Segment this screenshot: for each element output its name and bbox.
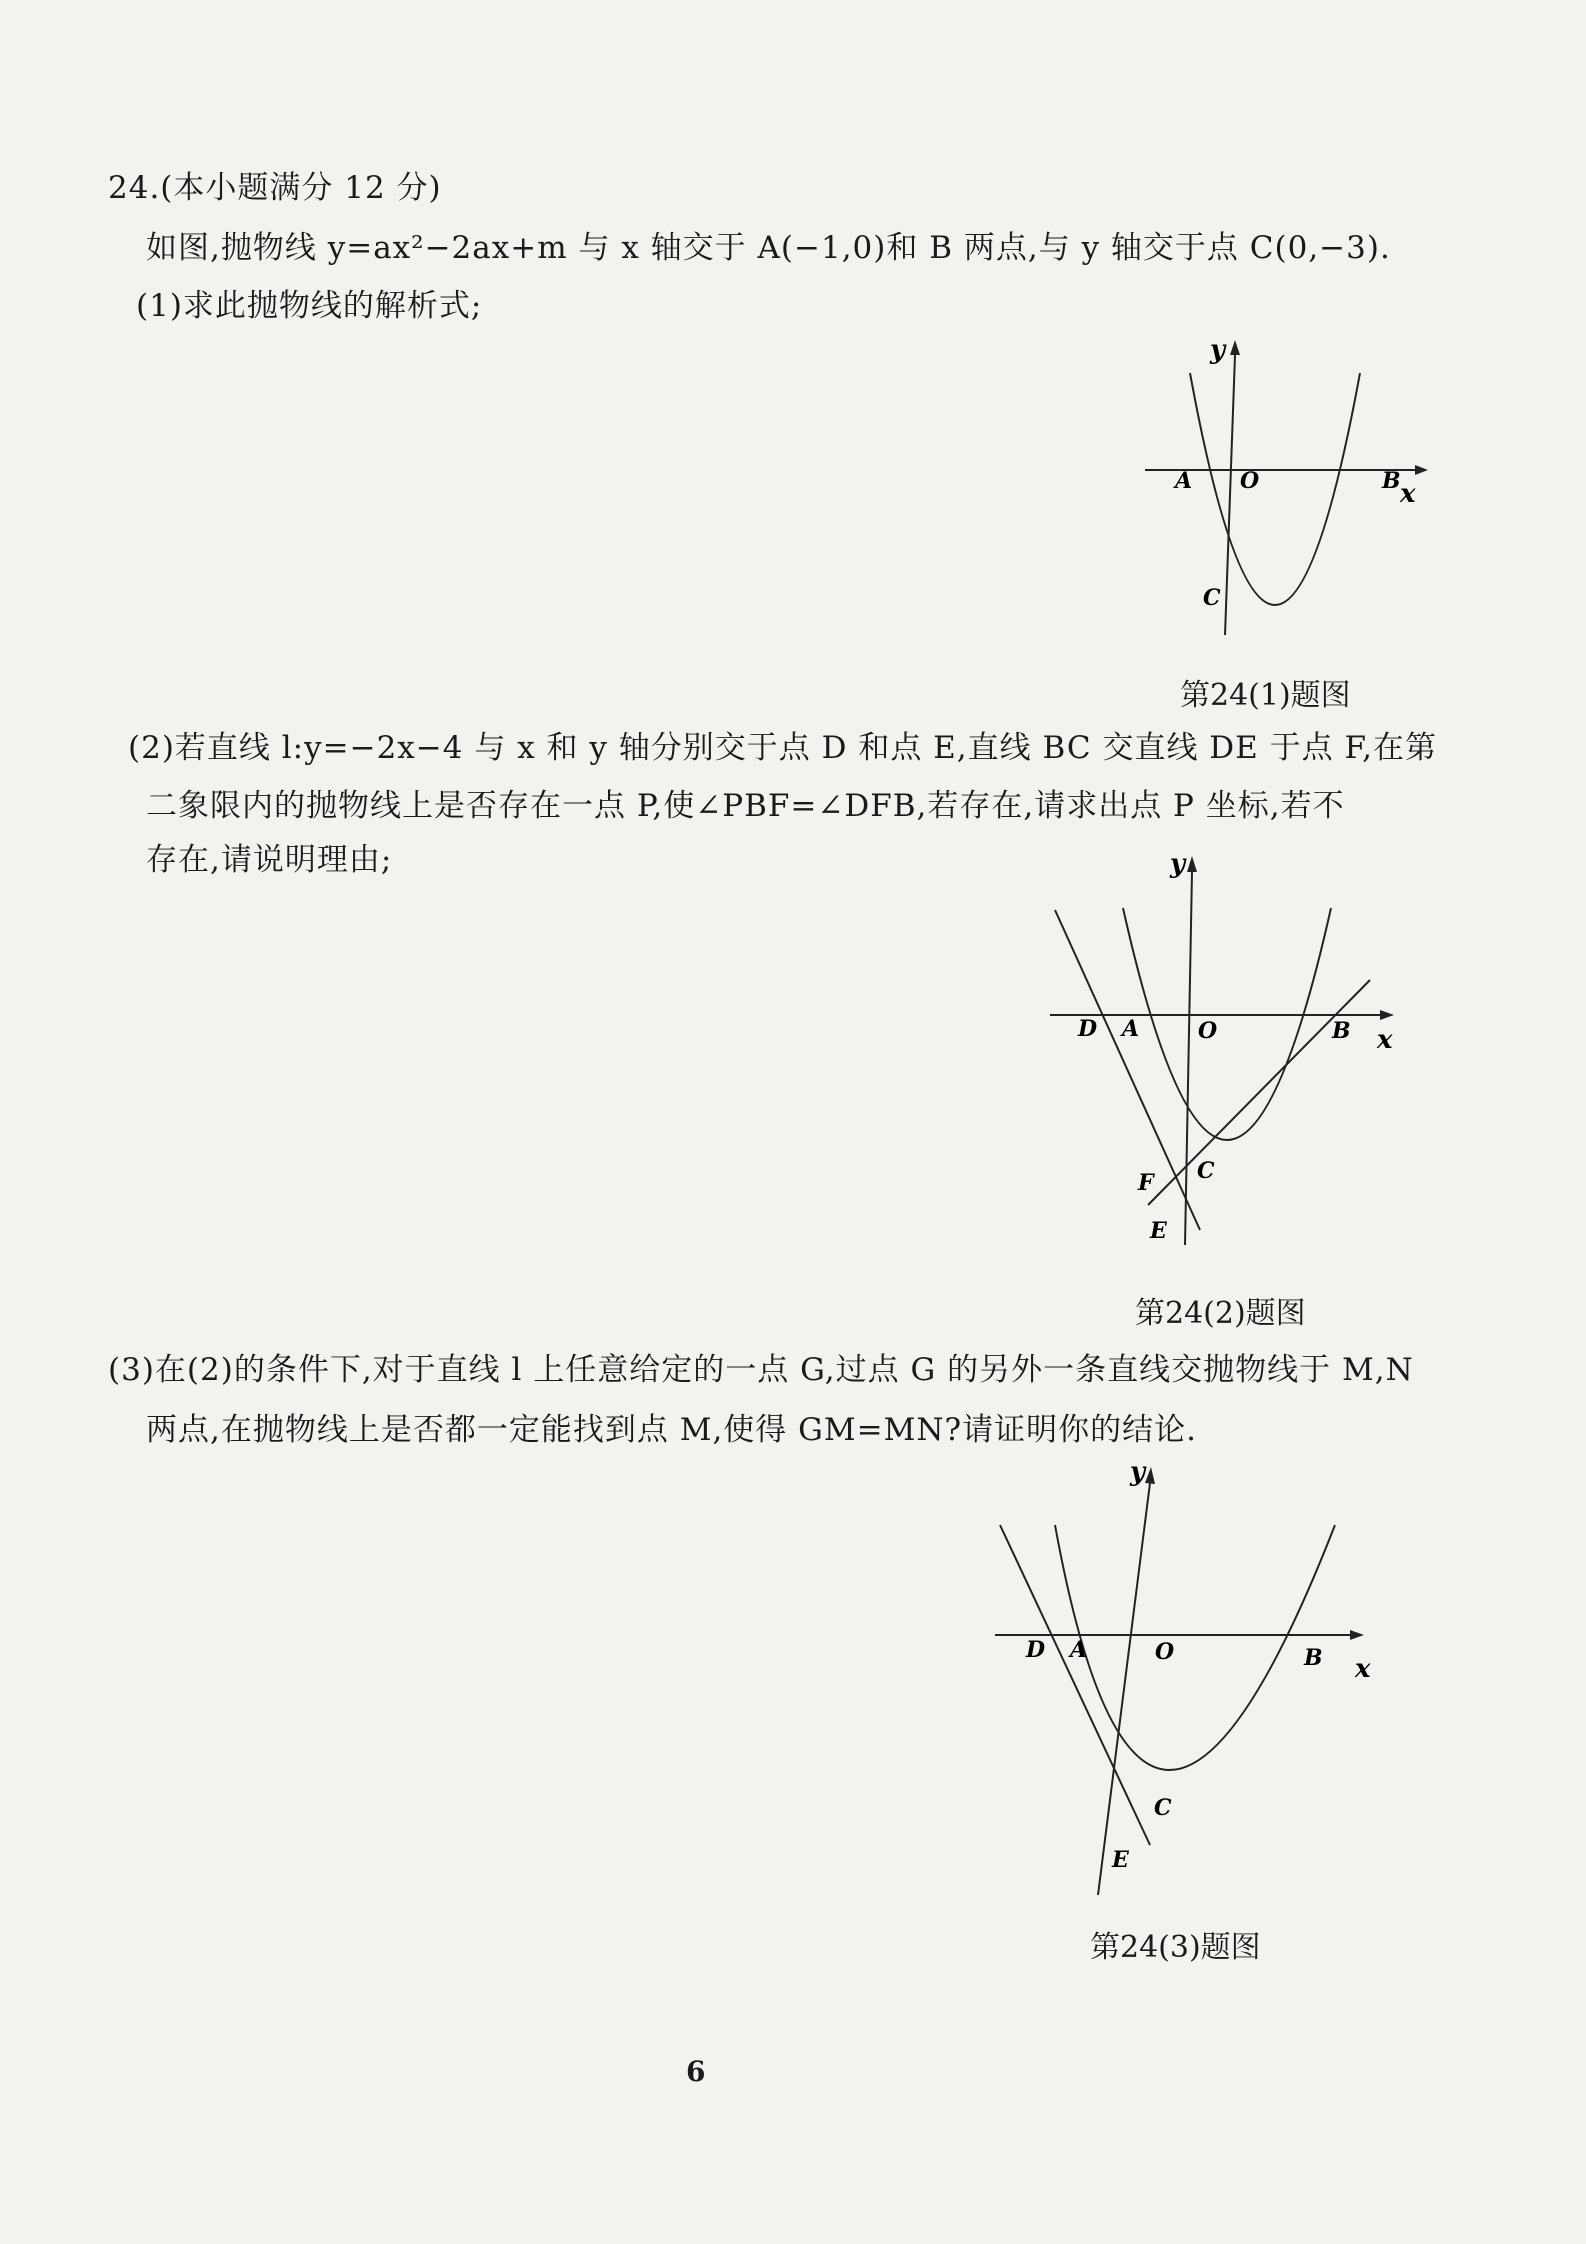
x-axis-arrow-icon	[1415, 465, 1428, 475]
label-C: C	[1197, 1158, 1215, 1184]
problem-intro: 如图,抛物线 y=ax²−2ax+m 与 x 轴交于 A(−1,0)和 B 两点,与 y 轴交于点 C(0,−3).	[146, 230, 1391, 266]
label-D: D	[1026, 1637, 1046, 1663]
part2-line1: (2)若直线 l:y=−2x−4 与 x 和 y 轴分别交于点 D 和点 E,直线 BC 交直线 DE 于点 F,在第	[128, 730, 1438, 766]
label-y: y	[1170, 849, 1186, 879]
label-B: B	[1332, 1018, 1351, 1044]
label-O: O	[1155, 1639, 1175, 1665]
y-axis-arrow-icon	[1230, 340, 1240, 355]
figure-3-graph	[990, 1455, 1390, 1905]
label-x: x	[1400, 479, 1416, 509]
figure-3	[990, 1455, 1390, 1905]
parabola	[1190, 373, 1360, 605]
y-axis	[1225, 355, 1235, 635]
part2-line2: 二象限内的抛物线上是否存在一点 P,使∠PBF=∠DFB,若存在,请求出点 P 坐标,若不	[146, 788, 1345, 824]
line-l-DE	[1000, 1525, 1150, 1845]
label-D: D	[1078, 1016, 1098, 1042]
label-y: y	[1210, 335, 1226, 365]
label-x: x	[1355, 1654, 1371, 1684]
figure-2-caption: 第24(2)题图	[1135, 1296, 1306, 1331]
x-axis-arrow-icon	[1350, 1630, 1364, 1640]
problem-header: 24.(本小题满分 12 分)	[108, 170, 442, 206]
label-O: O	[1240, 468, 1260, 494]
label-B: B	[1382, 468, 1401, 494]
y-axis-arrow-icon	[1145, 1467, 1155, 1484]
part2-line3: 存在,请说明理由;	[146, 842, 393, 878]
label-x: x	[1377, 1025, 1393, 1055]
label-F: F	[1138, 1170, 1154, 1196]
label-A: A	[1070, 1637, 1088, 1663]
parabola	[1123, 908, 1331, 1140]
y-axis	[1098, 1483, 1150, 1895]
label-C: C	[1154, 1795, 1172, 1821]
figure-2-graph	[1040, 850, 1400, 1260]
figure-1	[1130, 335, 1430, 650]
figure-2	[1040, 850, 1400, 1260]
label-E: E	[1150, 1218, 1167, 1244]
part1-question: (1)求此抛物线的解析式;	[136, 288, 483, 324]
label-O: O	[1198, 1018, 1218, 1044]
figure-1-caption: 第24(1)题图	[1180, 678, 1351, 713]
part3-line2: 两点,在抛物线上是否都一定能找到点 M,使得 GM=MN?请证明你的结论.	[146, 1412, 1197, 1448]
x-axis-arrow-icon	[1380, 1010, 1394, 1020]
figure-1-graph	[1130, 335, 1430, 650]
line-BC	[1148, 980, 1370, 1205]
label-y: y	[1130, 1457, 1146, 1487]
label-C: C	[1203, 585, 1221, 611]
page-number: 6	[686, 2055, 706, 2088]
part3-line1: (3)在(2)的条件下,对于直线 l 上任意给定的一点 G,过点 G 的另外一条直线交抛物线于 M,N	[108, 1352, 1414, 1388]
label-A: A	[1175, 468, 1193, 494]
y-axis	[1185, 872, 1192, 1245]
label-A: A	[1122, 1016, 1140, 1042]
y-axis-arrow-icon	[1187, 856, 1197, 872]
label-E: E	[1112, 1847, 1129, 1873]
label-B: B	[1304, 1645, 1323, 1671]
figure-3-caption: 第24(3)题图	[1090, 1930, 1261, 1965]
line-l-DE	[1055, 910, 1200, 1230]
